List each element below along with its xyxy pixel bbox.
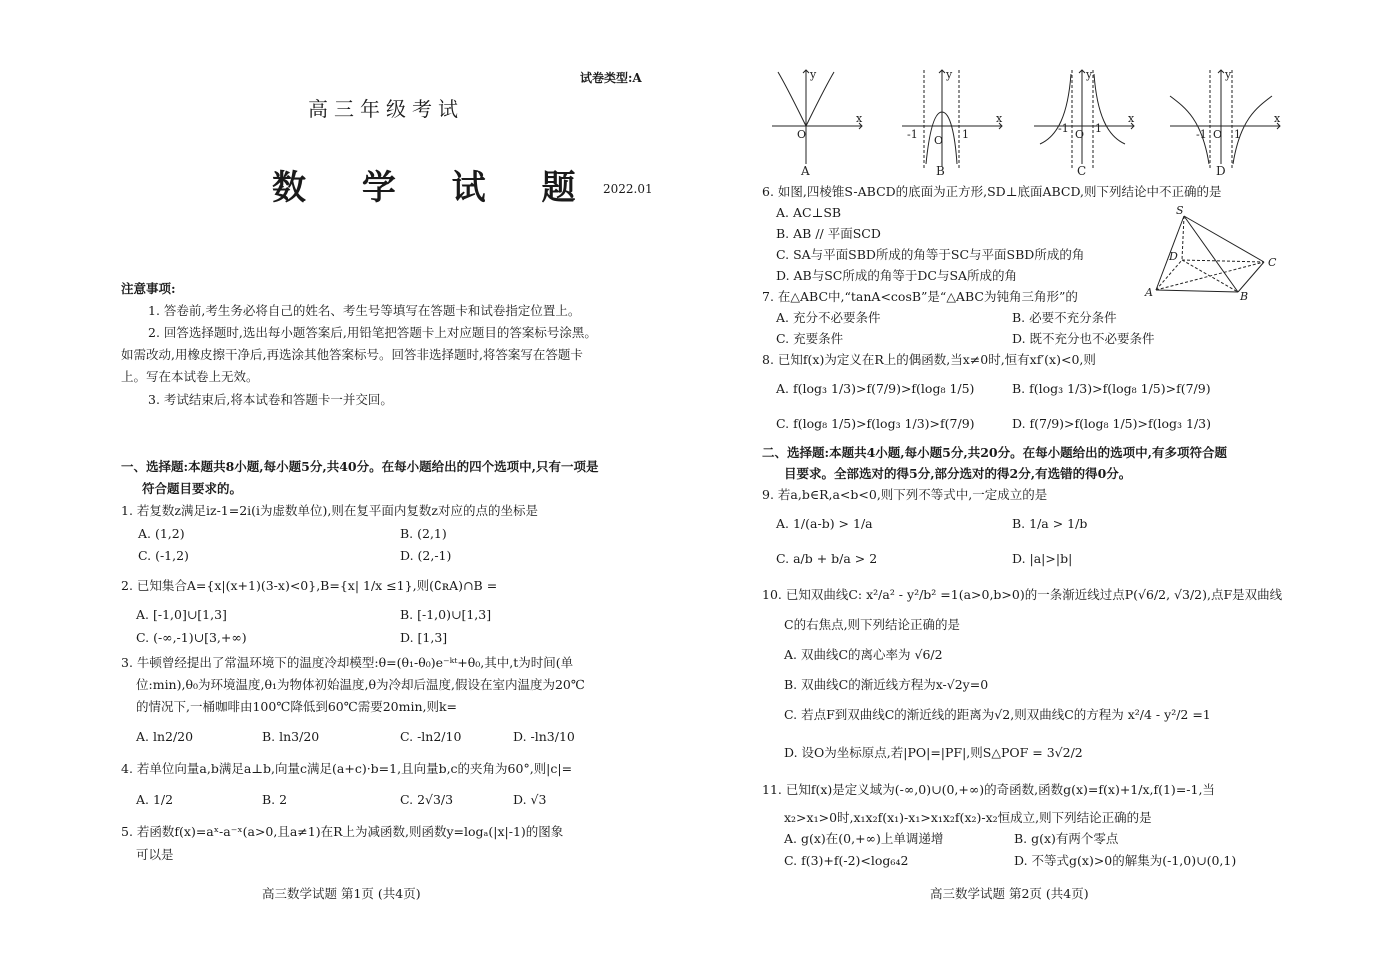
- graph-c-y-label: y: [1086, 68, 1093, 81]
- notice-2: 2. 回答选择题时,选出每小题答案后,用铅笔把答题卡上对应题目的答案标号涂黑。: [148, 325, 597, 340]
- graph-d-tick-pos: 1: [1234, 128, 1241, 141]
- graph-c-tick-neg: -1: [1058, 122, 1069, 135]
- graph-d-origin: O: [1213, 128, 1223, 141]
- graph-b-tick-neg: -1: [907, 128, 918, 141]
- question-8: 8. 已知f(x)为定义在R上的偶函数,当x≠0时,恒有xf′(x)<0,则: [762, 352, 1096, 367]
- notice-3: 3. 考试结束后,将本试卷和答题卡一并交回。: [148, 392, 393, 407]
- notice-2-end: 上。写在本试卷上无效。: [121, 369, 259, 384]
- q1-option-b: B. (2,1): [400, 526, 447, 541]
- q2-option-a: A. [-1,0]∪[1,3]: [136, 607, 227, 622]
- graph-a-x-label: x: [856, 112, 863, 125]
- q4-option-b: B. 2: [262, 792, 288, 807]
- exam-date: 2022.01: [603, 182, 653, 196]
- graph-c: [1034, 70, 1134, 168]
- page-footer-2: 高三数学试题 第2页 (共4页): [930, 886, 1089, 901]
- q11-option-c: C. f(3)+f(-2)<log₆₄2: [784, 853, 909, 868]
- section-1-heading-cont: 符合题目要求的。: [142, 481, 243, 496]
- graph-d-x-label: x: [1274, 112, 1281, 125]
- question-9: 9. 若a,b∈R,a<b<0,则下列不等式中,一定成立的是: [762, 487, 1048, 502]
- q7-option-c: C. 充要条件: [776, 331, 844, 346]
- q11-option-d: D. 不等式g(x)>0的解集为(-1,0)∪(0,1): [1014, 853, 1237, 868]
- q8-option-a: A. f(log₃ 1/3)>f(7/9)>f(log₈ 1/5): [776, 381, 975, 396]
- q7-option-d: D. 既不充分也不必要条件: [1012, 331, 1155, 346]
- graph-a: [772, 70, 862, 164]
- q1-option-a: A. (1,2): [138, 526, 185, 541]
- q6-option-c: C. SA与平面SBD所成的角等于SC与平面SBD所成的角: [776, 247, 1085, 262]
- q3-option-b: B. ln3/20: [262, 729, 320, 744]
- notice-1: 1. 答卷前,考生务必将自己的姓名、考生号等填写在答题卡和试卷指定位置上。: [148, 303, 581, 318]
- section-2-heading: 二、选择题:本题共4小题,每小题5分,共20分。在每小题给出的选项中,有多项符合题: [762, 445, 1227, 460]
- q7-option-a: A. 充分不必要条件: [776, 310, 881, 325]
- pyramid-label-b: B: [1240, 290, 1249, 300]
- question-3: 3. 牛顿曾经提出了常温环境下的温度冷却模型:θ=(θ₁-θ₀)e⁻ᵏᵗ+θ₀,其中,t为时间(单: [121, 655, 574, 670]
- graph-b-tick-pos: 1: [962, 128, 969, 141]
- question-10: 10. 已知双曲线C: x²/a² - y²/b² =1(a>0,b>0)的一条渐近线过点P(√6/2, √3/2),点F是双曲线: [762, 587, 1283, 602]
- q8-option-d: D. f(7/9)>f(log₈ 1/5)>f(log₃ 1/3): [1012, 416, 1211, 431]
- pyramid-label-c: C: [1268, 256, 1277, 269]
- graph-d-y-label: y: [1225, 68, 1232, 81]
- graph-c-tick-pos: 1: [1095, 122, 1102, 135]
- question-5: 5. 若函数f(x)=aˣ-a⁻ˣ(a>0,且a≠1)在R上为减函数,则函数y=logₐ(|x|-1)的图象: [121, 824, 564, 839]
- exam-page-2: [694, 0, 1388, 979]
- question-7: 7. 在△ABC中,“tanA<cosB”是“△ABC为钝角三角形”的: [762, 289, 1078, 304]
- notice-2-cont: 如需改动,用橡皮擦干净后,再选涂其他答案标号。回答非选择题时,将答案写在答题卡: [121, 347, 583, 362]
- graph-a-origin: O: [797, 128, 807, 141]
- q2-option-d: D. [1,3]: [400, 630, 448, 645]
- question-11: 11. 已知f(x)是定义域为(-∞,0)∪(0,+∞)的奇函数,函数g(x)=f(x)+1/x,f(1)=-1,当: [762, 782, 1215, 797]
- q3-option-c: C. -ln2/10: [400, 729, 462, 744]
- q7-option-b: B. 必要不充分条件: [1012, 310, 1117, 325]
- q9-option-a: A. 1/(a-b) > 1/a: [776, 516, 873, 531]
- q4-option-a: A. 1/2: [136, 792, 174, 807]
- q3-option-a: A. ln2/20: [136, 729, 194, 744]
- q11-option-a: A. g(x)在(0,+∞)上单调递增: [784, 831, 944, 846]
- q11-option-b: B. g(x)有两个零点: [1014, 831, 1119, 846]
- graph-d: [1170, 70, 1280, 168]
- question-2: 2. 已知集合A={x|(x+1)(3-x)<0},B={x| 1/x ≤1},则(∁ʀA)∩B =: [121, 578, 498, 593]
- page-title: 数 学 试 题: [272, 168, 598, 208]
- q5-option-graphs: [766, 64, 1296, 178]
- graph-b-x-label: x: [996, 112, 1003, 125]
- graph-c-x-label: x: [1128, 112, 1135, 125]
- q3-option-d: D. -ln3/10: [513, 729, 575, 744]
- q9-option-d: D. |a|>|b|: [1012, 551, 1073, 566]
- graph-c-label: C: [1077, 164, 1087, 178]
- notice-title: 注意事项:: [121, 281, 176, 296]
- q4-option-d: D. √3: [513, 792, 547, 807]
- q1-option-d: D. (2,-1): [400, 548, 452, 563]
- graph-b-y-label: y: [946, 68, 953, 81]
- q8-option-b: B. f(log₃ 1/3)>f(log₈ 1/5)>f(7/9): [1012, 381, 1211, 396]
- pyramid-figure: [1140, 204, 1282, 300]
- q9-option-b: B. 1/a > 1/b: [1012, 516, 1088, 531]
- q10-option-a: A. 双曲线C的离心率为 √6/2: [784, 647, 943, 662]
- paper-type: 试卷类型:A: [580, 71, 642, 85]
- q4-option-c: C. 2√3/3: [400, 792, 454, 807]
- graph-b: [902, 70, 1002, 168]
- section-1-heading: 一、选择题:本题共8小题,每小题5分,共40分。在每小题给出的四个选项中,只有一项是: [121, 459, 599, 474]
- section-2-heading-cont: 目要求。全部选对的得5分,部分选对的得2分,有选错的得0分。: [784, 466, 1132, 481]
- question-11-cont: x₂>x₁>0时,x₁x₂f(x₁)-x₁>x₁x₂f(x₂)-x₂恒成立,则下列结论正确的是: [784, 810, 1152, 825]
- q1-option-c: C. (-1,2): [138, 548, 189, 563]
- pyramid-label-a: A: [1145, 286, 1153, 299]
- graph-a-label: A: [801, 164, 810, 178]
- pyramid-label-d: D: [1169, 250, 1178, 263]
- graph-c-origin: O: [1075, 128, 1085, 141]
- q9-option-c: C. a/b + b/a > 2: [776, 551, 878, 566]
- q6-option-b: B. AB // 平面SCD: [776, 226, 881, 241]
- pyramid-label-s: S: [1176, 204, 1184, 217]
- q8-option-c: C. f(log₈ 1/5)>f(log₃ 1/3)>f(7/9): [776, 416, 975, 431]
- question-4: 4. 若单位向量a,b满足a⊥b,向量c满足(a+c)·b=1,且向量b,c的夹角为60°,则|c|=: [121, 761, 573, 776]
- question-10-cont: C的右焦点,则下列结论正确的是: [784, 617, 961, 632]
- q2-option-c: C. (-∞,-1)∪[3,+∞): [136, 630, 247, 645]
- graph-d-label: D: [1216, 164, 1226, 178]
- question-5-cont: 可以是: [136, 847, 174, 862]
- page-footer-1: 高三数学试题 第1页 (共4页): [262, 886, 421, 901]
- q10-option-b: B. 双曲线C的渐近线方程为x-√2y=0: [784, 677, 989, 692]
- graph-b-origin: O: [934, 134, 944, 147]
- graph-d-tick-neg: -1: [1196, 128, 1207, 141]
- question-3-end: 的情况下,一桶咖啡由100℃降低到60℃需要20min,则k=: [136, 699, 458, 714]
- q10-option-d: D. 设O为坐标原点,若|PO|=|PF|,则S△POF = 3√2/2: [784, 745, 1083, 760]
- q6-option-d: D. AB与SC所成的角等于DC与SA所成的角: [776, 268, 1018, 283]
- graph-a-y-label: y: [810, 68, 817, 81]
- question-3-cont: 位:min),θ₀为环境温度,θ₁为物体初始温度,θ为冷却后温度,假设在室内温度为20℃: [136, 677, 585, 692]
- exam-header: 高三年级考试: [308, 97, 464, 121]
- graph-b-label: B: [936, 164, 945, 178]
- q10-option-c: C. 若点F到双曲线C的渐近线的距离为√2,则双曲线C的方程为 x²/4 - y²/2 =1: [784, 707, 1211, 722]
- question-6: 6. 如图,四棱锥S-ABCD的底面为正方形,SD⊥底面ABCD,则下列结论中不正确的是: [762, 184, 1222, 199]
- question-1: 1. 若复数z满足iz-1=2i(i为虚数单位),则在复平面内复数z对应的点的坐标是: [121, 503, 538, 518]
- q6-option-a: A. AC⊥SB: [776, 205, 842, 220]
- q2-option-b: B. [-1,0)∪[1,3]: [400, 607, 492, 622]
